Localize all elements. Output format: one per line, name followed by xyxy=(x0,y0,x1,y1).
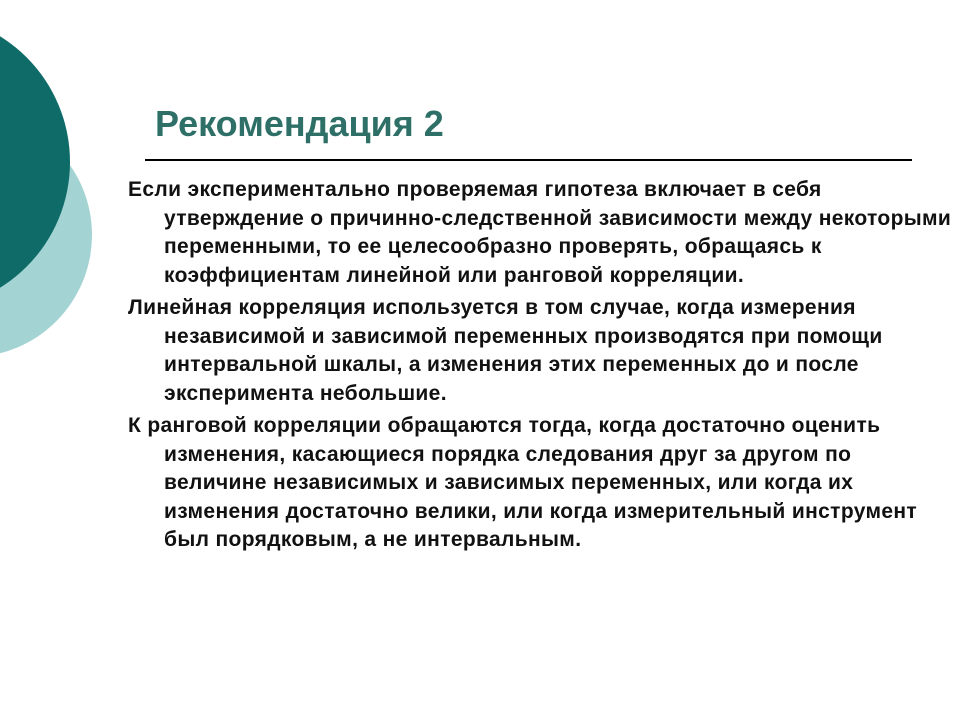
slide-title: Рекомендация 2 xyxy=(155,103,444,144)
paragraph-rank-correlation: К ранговой корреляции обращаются тогда, когда достаточно оценить изменения, касающиеся порядка следования друг за другом по величине независимых и зависимых переменных, или когда их изменения достаточно велики, или когда измерительный инструмент был порядковым, а не интервальным. xyxy=(128,414,918,551)
paragraph-linear-correlation: Линейная корреляция используется в том случае, когда измерения независимой и зависимой переменных производятся при помощи интервальной шкалы, а изменения этих переменных до и после эксперимента небольшие. xyxy=(128,296,883,405)
title-divider xyxy=(145,159,912,161)
decorative-circles xyxy=(0,0,120,420)
slide-body xyxy=(128,176,953,559)
paragraph-hypothesis: Если экспериментально проверяемая гипотеза включает в себя утверждение о причинно-следственной зависимости между некоторыми переменными, то ее целесообразно проверять, обращаясь к коэффициентам линейной или ранговой корреляции. xyxy=(128,178,952,287)
